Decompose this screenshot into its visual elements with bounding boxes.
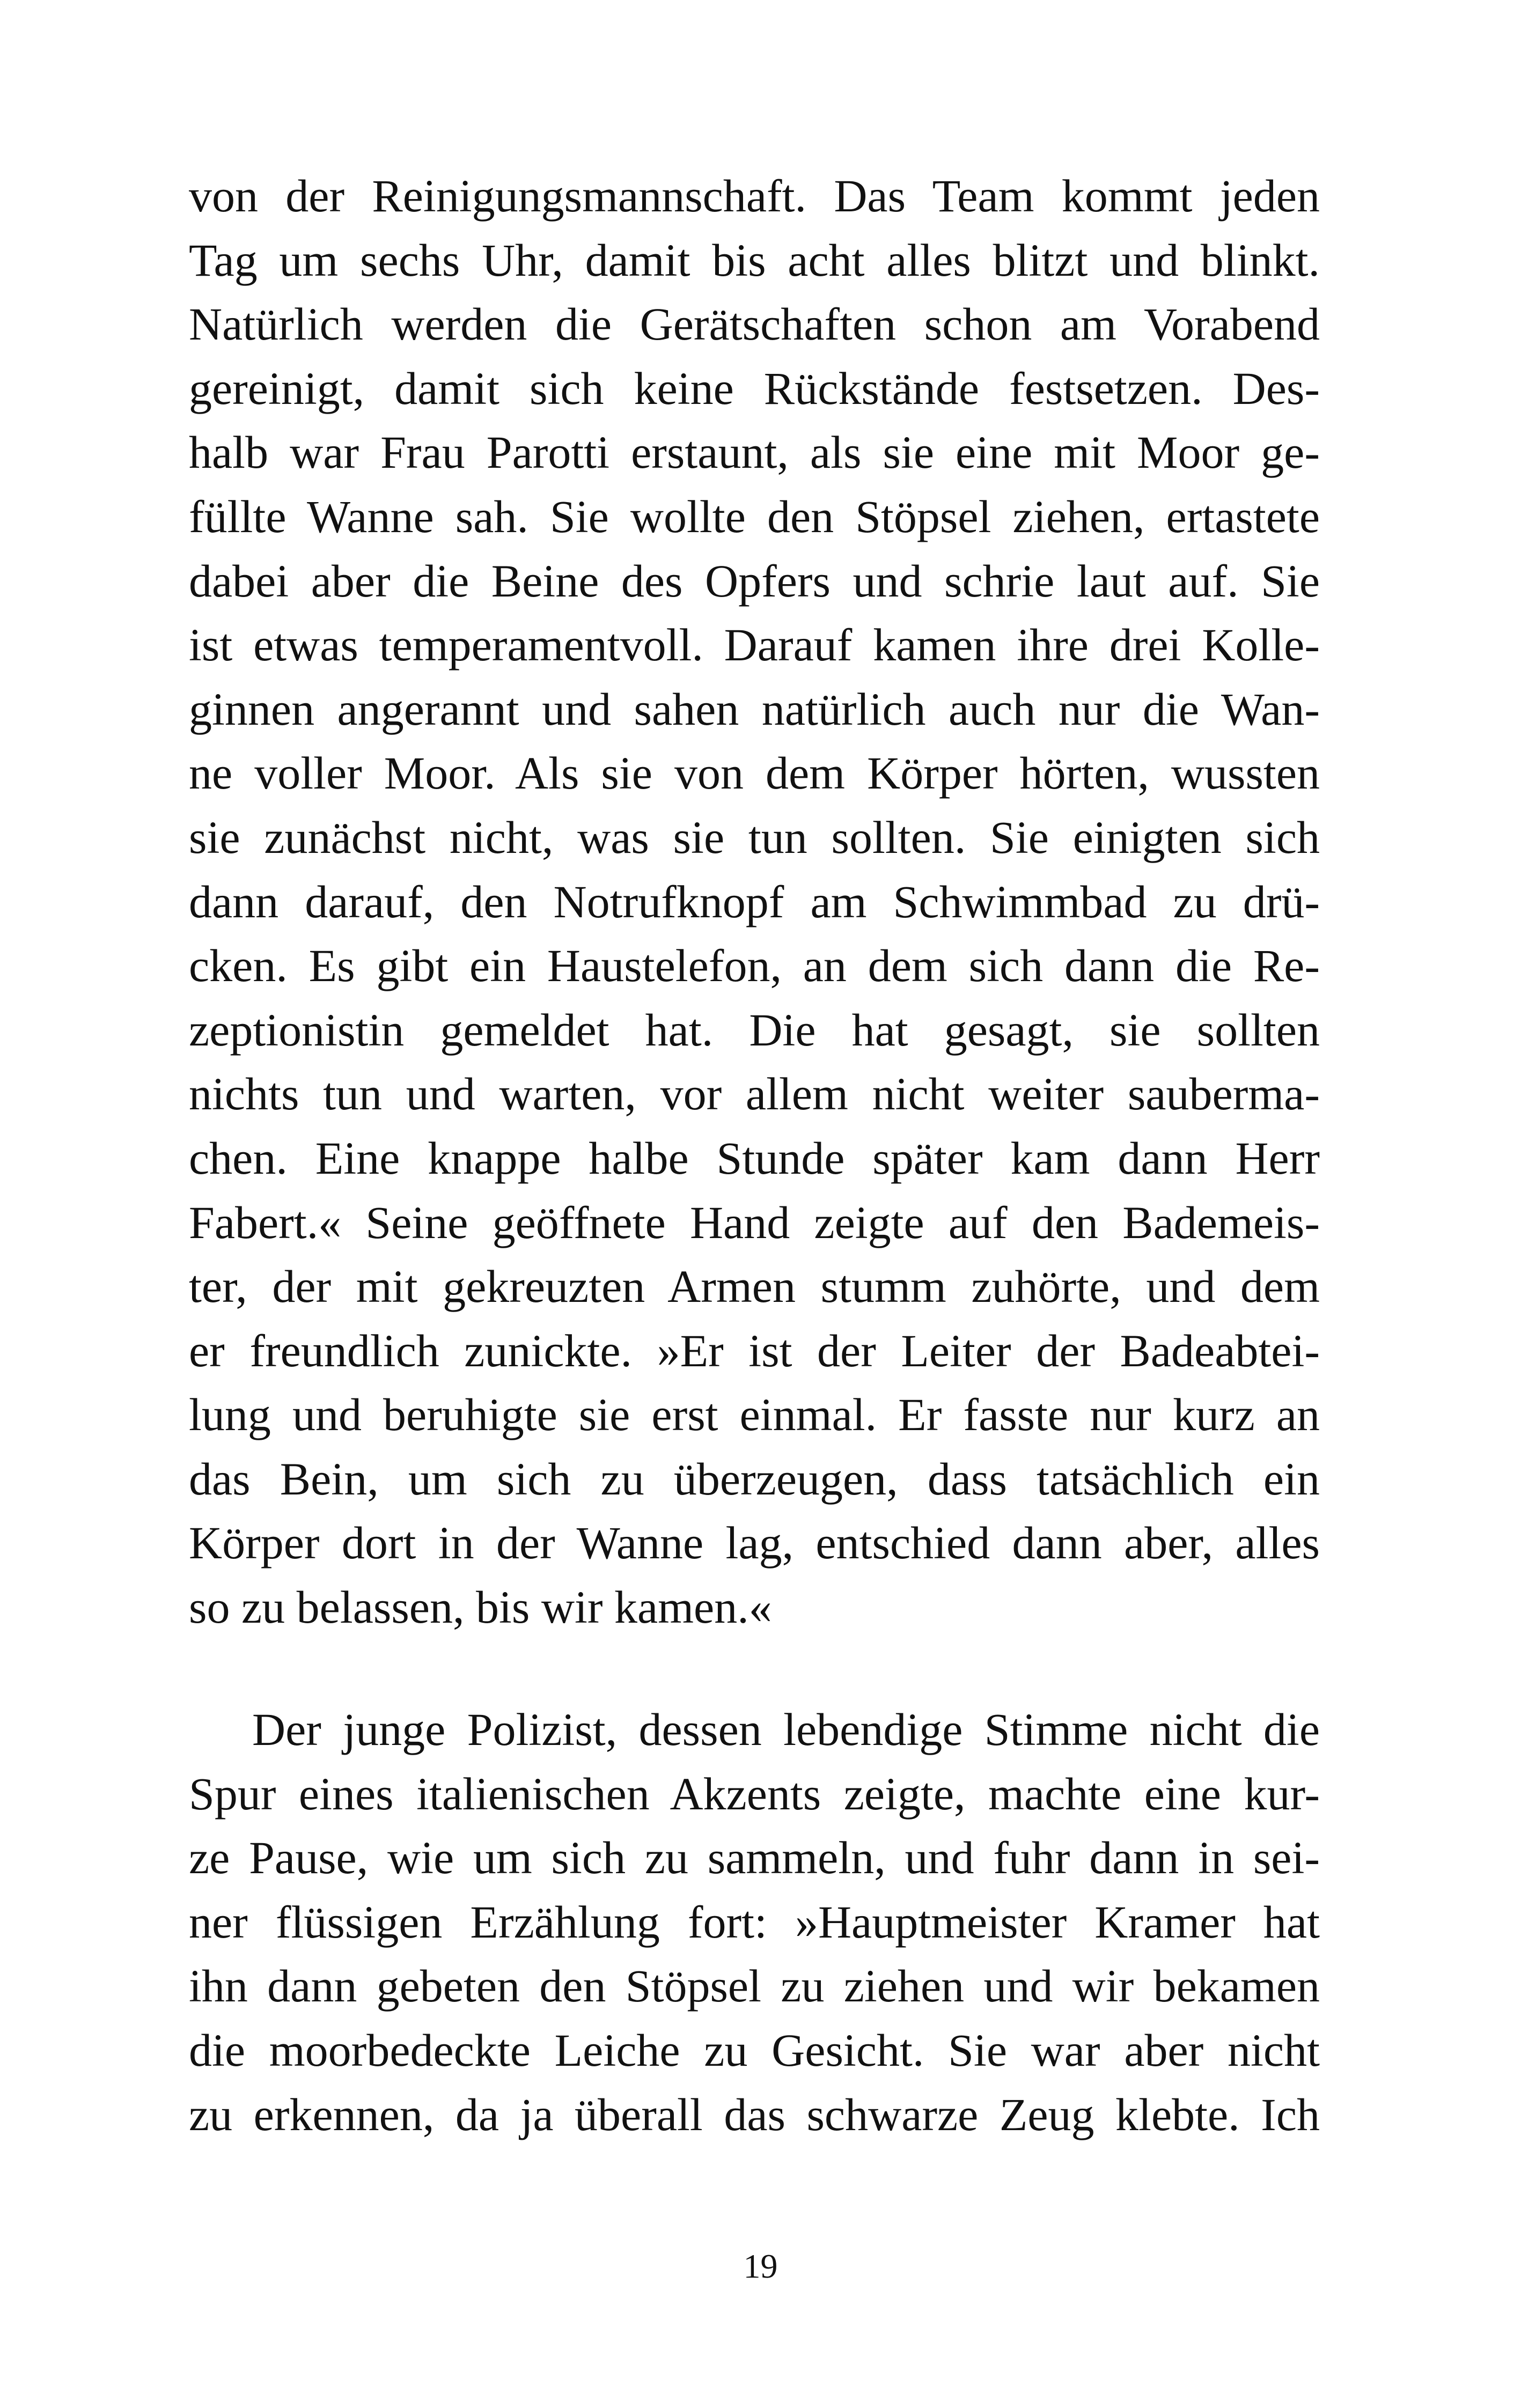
text-line: cken. Es gibt ein Haustelefon, an dem sich dann die Re-	[189, 940, 1320, 992]
text-line: ter, der mit gekreuzten Armen stumm zuhörte, und dem	[189, 1261, 1320, 1313]
text-line: so zu belassen, bis wir kamen.«	[189, 1581, 772, 1633]
text-line: Spur eines italienischen Akzents zeigte, machte eine kur-	[189, 1768, 1320, 1820]
text-line: dann darauf, den Notrufknopf am Schwimmbad zu drü-	[189, 875, 1320, 927]
text-line: ginnen angerannt und sahen natürlich auch nur die Wan-	[189, 683, 1320, 735]
text-line: Körper dort in der Wanne lag, entschied dann aber, alles	[189, 1517, 1320, 1569]
text-line: halb war Frau Parotti erstaunt, als sie eine mit Moor ge-	[189, 426, 1320, 478]
text-line: nichts tun und warten, vor allem nicht weiter sauberma-	[189, 1068, 1320, 1120]
text-line: sie zunächst nicht, was sie tun sollten. Sie einigten sich	[189, 811, 1320, 863]
page-number: 19	[743, 2247, 778, 2285]
text-line: gereinigt, damit sich keine Rückstände festsetzen. Des-	[189, 362, 1320, 414]
text-line: zu erkennen, da ja überall das schwarze Zeug klebte. Ich	[189, 2088, 1320, 2140]
text-line: füllte Wanne sah. Sie wollte den Stöpsel ziehen, ertastete	[189, 490, 1320, 542]
text-line: ne voller Moor. Als sie von dem Körper hörten, wussten	[189, 747, 1320, 799]
paragraph-1	[189, 164, 1320, 1640]
paragraph-2	[189, 1698, 1320, 2147]
text-line: dabei aber die Beine des Opfers und schrie laut auf. Sie	[189, 555, 1320, 607]
text-line: ze Pause, wie um sich zu sammeln, und fuhr dann in sei-	[189, 1832, 1320, 1884]
text-line: die moorbedeckte Leiche zu Gesicht. Sie war aber nicht	[189, 2024, 1320, 2076]
text-line: Tag um sechs Uhr, damit bis acht alles blitzt und blinkt.	[189, 234, 1320, 286]
text-line: Fabert.« Seine geöffnete Hand zeigte auf den Bademeis-	[189, 1196, 1320, 1248]
text-line: ihn dann gebeten den Stöpsel zu ziehen und wir bekamen	[189, 1960, 1320, 2012]
text-line: das Bein, um sich zu überzeugen, dass tatsächlich ein	[189, 1453, 1320, 1505]
text-line: er freundlich zunickte. »Er ist der Leiter der Badeabtei-	[189, 1324, 1320, 1376]
text-line: chen. Eine knappe halbe Stunde später kam dann Herr	[189, 1132, 1320, 1184]
text-line: Natürlich werden die Gerätschaften schon am Vorabend	[189, 298, 1320, 350]
text-line: von der Reinigungsmannschaft. Das Team kommt jeden	[189, 170, 1320, 222]
text-line: ist etwas temperamentvoll. Darauf kamen ihre drei Kolle-	[189, 619, 1320, 671]
text-line: lung und beruhigte sie erst einmal. Er fasste nur kurz an	[189, 1389, 1320, 1441]
text-line: ner flüssigen Erzählung fort: »Hauptmeister Kramer hat	[189, 1896, 1320, 1948]
text-line: zeptionistin gemeldet hat. Die hat gesagt, sie sollten	[189, 1004, 1320, 1056]
text-line: Der junge Polizist, dessen lebendige Stimme nicht die	[252, 1704, 1320, 1755]
